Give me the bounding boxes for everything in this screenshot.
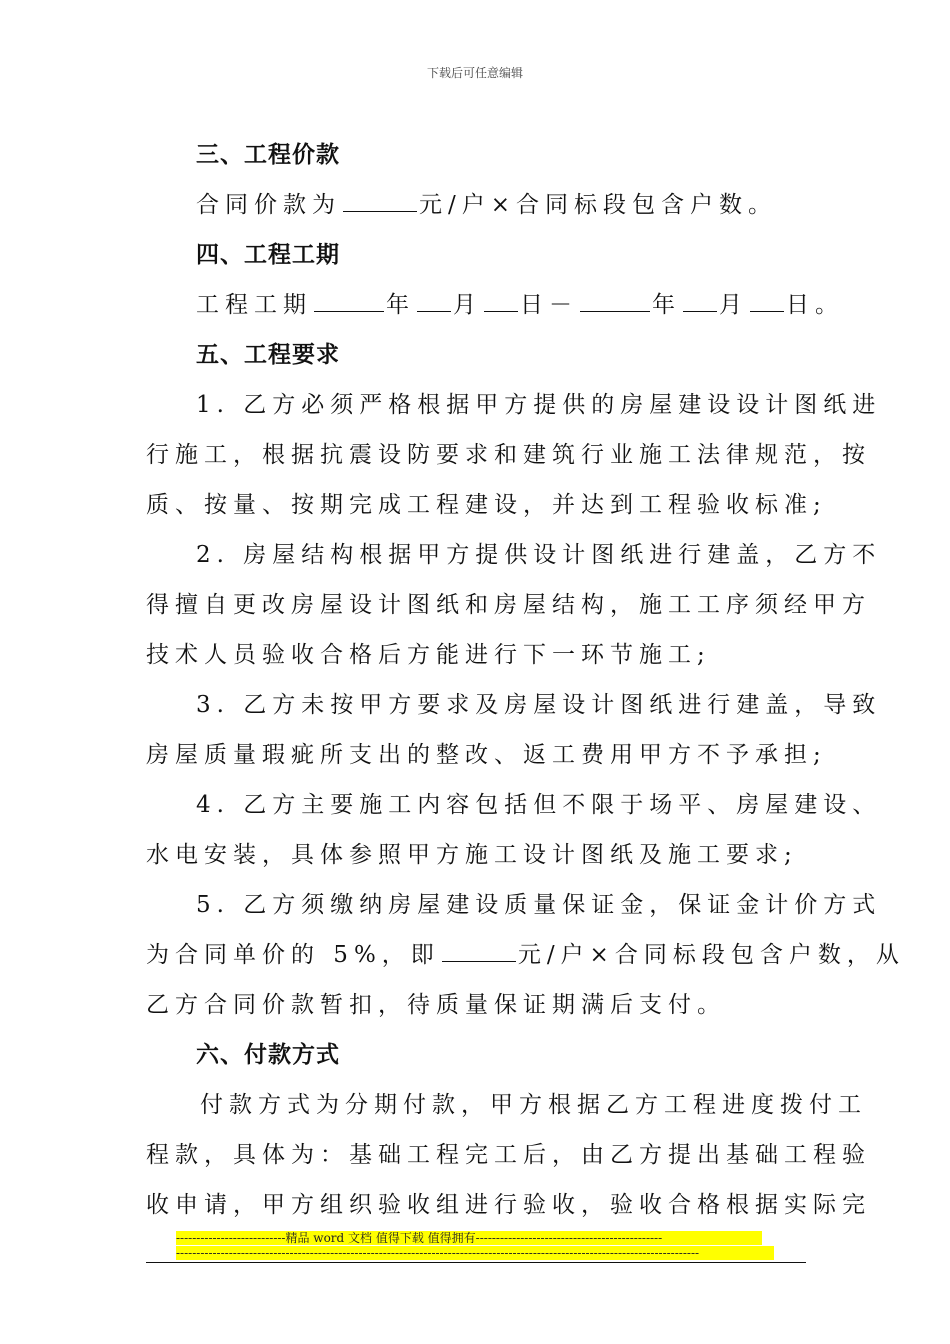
footer-watermark-line2: --------------------------------------------------------------------------------------------------------------------------------- [176,1246,774,1260]
req3-line2: 房屋质量瑕疵所支出的整改、返工费用甲方不予承担; [146,742,827,768]
deposit-blank [442,941,516,962]
page-header: 下载后可任意编辑 [426,66,523,80]
start-day-blank [484,291,518,312]
start-month-label: 月 [453,292,482,318]
end-year-label: 年 [652,292,681,318]
section-title-price: 三、工程价款 [196,142,340,168]
start-year-label: 年 [386,292,415,318]
section-title-period: 四、工程工期 [196,242,340,268]
req5-line2-prefix: 为合同单价的 5%，即 [146,942,440,968]
payment-line3: 收申请，甲方组织验收组进行验收，验收合格根据实际完 [146,1192,871,1218]
end-month-label: 月 [719,292,748,318]
price-line-suffix: 元/户×合同标段包含户数。 [419,192,778,218]
start-day-label: 日－ [520,292,578,318]
end-day-blank [750,291,784,312]
price-line-prefix: 合同价款为 [196,192,341,218]
footer-watermark-line1: ---------------------------精品 word 文档 值得下载 值得拥有---------------------------------------------- [176,1231,762,1245]
payment-line2: 程款，具体为：基础工程完工后，由乙方提出基础工程验 [146,1142,871,1168]
start-month-blank [417,291,451,312]
req5-line2-suffix: 元/户×合同标段包含户数，从 [517,942,905,968]
period-prefix: 工程工期 [196,292,312,318]
req5-line3: 乙方合同价款暂扣，待质量保证期满后支付。 [146,992,726,1018]
req1-line1: 1. 乙方必须严格根据甲方提供的房屋建设设计图纸进 [196,392,882,418]
req2-line2: 得擅自更改房屋设计图纸和房屋结构，施工工序须经甲方 [146,592,871,618]
section-title-payment: 六、付款方式 [196,1042,340,1068]
req1-line3: 质、按量、按期完成工程建设，并达到工程验收标准; [146,492,827,518]
end-year-blank [580,291,650,312]
price-blank [343,191,417,212]
req2-line3: 技术人员验收合格后方能进行下一环节施工; [146,642,711,668]
req2-line1: 2. 房屋结构根据甲方提供设计图纸进行建盖，乙方不 [196,542,882,568]
price-line [196,186,777,219]
req3-line1: 3. 乙方未按甲方要求及房屋设计图纸进行建盖，导致 [196,692,882,718]
period-line [196,286,844,319]
end-month-blank [683,291,717,312]
req5-line2 [146,936,905,969]
req1-line2: 行施工，根据抗震设防要求和建筑行业施工法律规范，按 [146,442,871,468]
end-day-label: 日。 [786,292,844,318]
req4-line2: 水电安装，具体参照甲方施工设计图纸及施工要求; [146,842,798,868]
req4-line1: 4. 乙方主要施工内容包括但不限于场平、房屋建设、 [196,792,882,818]
payment-line1: 付款方式为分期付款，甲方根据乙方工程进度拨付工 [200,1092,867,1118]
req5-line1: 5. 乙方须缴纳房屋建设质量保证金，保证金计价方式 [196,892,882,918]
section-title-requirements: 五、工程要求 [196,342,340,368]
footer-rule [146,1262,806,1263]
start-year-blank [314,291,384,312]
